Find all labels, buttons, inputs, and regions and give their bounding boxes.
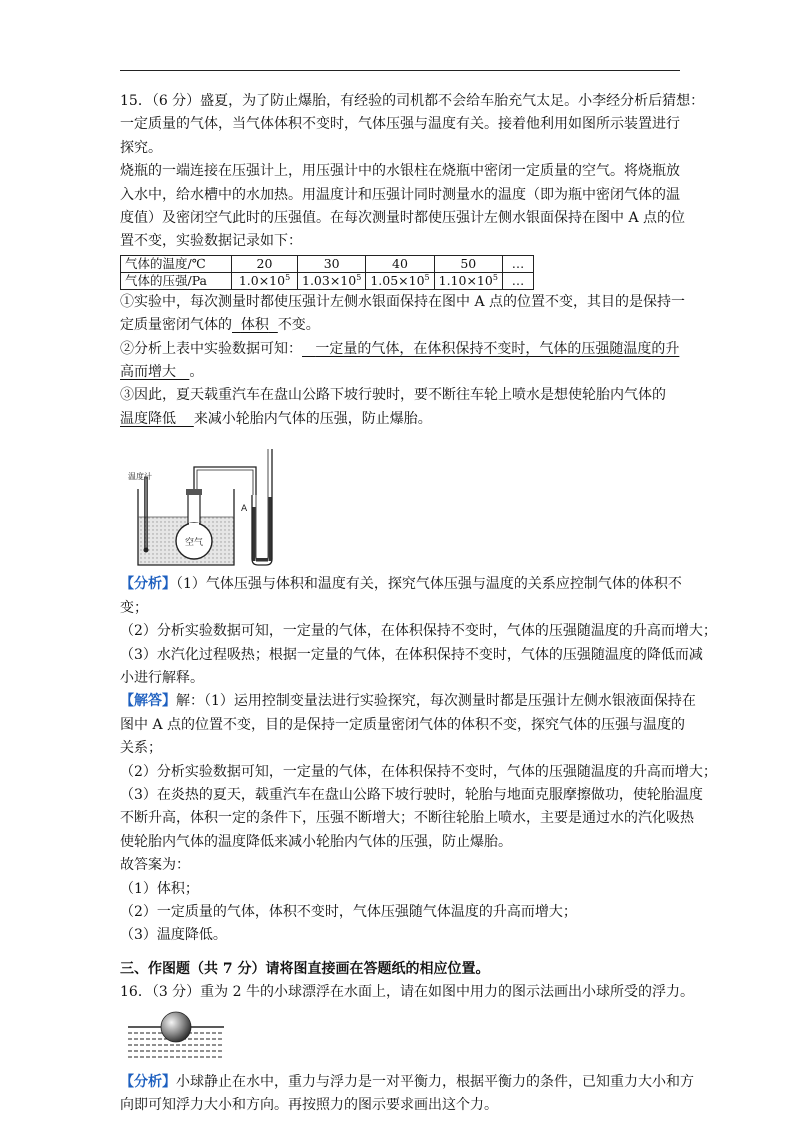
q15-solution-line-2: 图中 A 点的位置不变，目的是保持一定质量密闭气体的体积不变，探究气体的压强与温度的 (120, 716, 686, 733)
cell-exponent: 5 (356, 272, 362, 282)
q15-sub2-answer-b: 高而增大 (120, 364, 176, 381)
connecting-tube (194, 467, 256, 495)
table-row (121, 255, 534, 272)
cell-mantissa: 1.03×10 (302, 272, 357, 288)
point-a-label: A (241, 504, 248, 515)
q15-solution-line-3: 关系； (120, 740, 162, 757)
q15-line-5: 入水中，给水槽中的水加热。用温度计和压强计同时测量水的温度（即为瓶中密闭气体的温 (120, 186, 680, 203)
q15-line-6: 度值）及密闭空气此时的压强值。在每次测量时都使压强计左侧水银面保持在图中 A 点的位 (120, 210, 686, 227)
q15-line-1: 15．（6 分）盛夏，为了防止爆胎，有经验的司机都不会给车胎充气太足。小李经分析后猜想： (120, 93, 705, 109)
q15-analysis-line-5: 小进行解释。 (120, 669, 204, 686)
q16-stem: 16．（3 分）重为 2 牛的小球漂浮在水面上，请在如图中用力的图示法画出小球所受的浮力。 (120, 984, 694, 1001)
table-header-temperature: 气体的温度/℃ (121, 255, 232, 272)
mercury-bottom (256, 558, 268, 562)
q15-solution-line-10: （2）一定质量的气体，体积不变时，气体压强随气体温度的升高而增大； (120, 903, 577, 920)
cell-mantissa: 1.05×10 (370, 272, 425, 288)
solution-tag: 【解答】 (120, 693, 176, 710)
analysis-tag: 【分析】 (120, 576, 176, 593)
q15-line-7: 置不变，实验数据记录如下： (120, 233, 302, 250)
q15-analysis-line-3: （2）分析实验数据可知，一定量的气体，在体积保持不变时，气体的压强随温度的升高而增大； (120, 623, 717, 640)
table-cell: 50 (434, 255, 502, 272)
table-cell (434, 272, 502, 289)
cell-exponent: 5 (285, 272, 291, 282)
flask-joint (189, 523, 199, 529)
q15-line-2: 一定质量的气体，当气体体积不变时，气体压强与温度有关。接着他利用如图所示装置进行 (120, 116, 680, 133)
q15-solution-line-8: 故答案为： (120, 857, 190, 874)
table-row (121, 272, 534, 289)
floating-ball (161, 1012, 191, 1042)
q15-sub2-suffix: 。 (189, 364, 204, 381)
analysis-text: （1）气体压强与体积和温度有关，探究气体压强与温度的关系应控制气体的体积不 (176, 576, 682, 593)
connecting-tube-inner (197, 470, 253, 495)
q16-analysis-line-1 (120, 1071, 694, 1094)
answer-blank (120, 364, 189, 380)
q15-analysis-line-1 (120, 573, 682, 596)
q15-solution-line-5: （3）在炎热的夏天，载重汽车在盘山公路下坡行驶时，轮胎与地面克服摩擦做功，使轮胎温度 (120, 786, 703, 803)
answer-blank (232, 317, 278, 333)
q15-sub3-line-2 (120, 408, 682, 431)
q16-analysis-line-2: 向即可知浮力大小和方向。再按照力的图示要求画出这个力。 (120, 1097, 498, 1113)
table-cell: … (502, 255, 533, 272)
thermometer-bulb (144, 548, 149, 553)
q15-sub2-prefix: ②分析上表中实验数据可知： (120, 340, 302, 357)
q15-solution-line-4: （2）分析实验数据可知，一定量的气体，在体积保持不变时，气体的压强随温度的升高而增大； (120, 763, 717, 780)
header-rule (120, 70, 680, 71)
analysis-text: 小球静止在水中，重力与浮力是一对平衡力，根据平衡力的条件，已知重力大小和方 (176, 1073, 694, 1090)
q15-analysis-line-2: 变； (120, 599, 148, 616)
q15-sub1-answer: 体积 (240, 317, 269, 334)
data-table (120, 255, 534, 290)
cell-mantissa: 1.0×10 (238, 272, 286, 288)
flask-stopper (186, 489, 202, 495)
table-cell: 30 (298, 255, 366, 272)
q15-sub3-answer: 温度降低 (120, 410, 176, 427)
answer-blank (302, 341, 679, 357)
q15-sub1-line-2 (120, 314, 682, 337)
u-tube-inner (256, 449, 268, 561)
mercury-right (269, 497, 272, 561)
q15-sub2-line-1 (120, 338, 682, 361)
q15-analysis-line-4: （3）水汽化过程吸热；根据一定量的气体，在体积保持不变时，气体的压强随温度的降低而减 (120, 646, 703, 663)
document-page (120, 90, 717, 1117)
table-cell: 20 (232, 255, 298, 272)
flask-neck (188, 493, 200, 525)
table-cell: … (502, 272, 533, 289)
q15-solution-line-1 (120, 690, 696, 713)
q15-line-3: 探究。 (120, 139, 162, 156)
mercury-left (253, 507, 256, 561)
q15-sub2-answer-a: 一定量的气体，在体积保持不变时，气体的压强随温度的升 (315, 340, 680, 357)
floating-ball-figure (126, 1009, 226, 1067)
table-cell (366, 272, 434, 289)
table-cell: 40 (366, 255, 434, 272)
thermometer-label: 温度计 (128, 472, 152, 482)
q15-solution-line-11: （3）温度降低。 (120, 927, 227, 944)
table-header-pressure: 气体的压强/Pa (121, 272, 232, 289)
solution-text: 解：（1）运用控制变量法进行实验探究，每次测量时都是压强计左侧水银液面保持在 (176, 693, 696, 710)
table-cell (232, 272, 298, 289)
q15-sub3-suffix: 来减小轮胎内气体的压强，防止爆胎。 (193, 410, 432, 427)
q15-line-4: 烧瓶的一端连接在压强计上，用压强计中的水银柱在烧瓶中密闭一定质量的空气。将烧瓶放 (120, 163, 680, 180)
cell-mantissa: 1.10×10 (438, 272, 493, 288)
q15-sub1-line-1: ①实验中，每次测量时都使压强计左侧水银面保持在图中 A 点的位置不变，其目的是保持一 (120, 293, 686, 310)
section-title: 三、作图题（共 7 分）请将图直接画在答题纸的相应位置。 (120, 960, 490, 977)
q15-solution-line-7: 使轮胎内气体的温度降低来减小轮胎内气体的压强，防止爆胎。 (120, 833, 512, 850)
q15-sub2-line-2 (120, 361, 682, 384)
q15-solution-line-9: （1）体积； (120, 880, 199, 897)
table-cell (298, 272, 366, 289)
cell-exponent: 5 (424, 272, 430, 282)
apparatus-figure (128, 437, 278, 569)
q15-sub3-line-1: ③因此，夏天载重汽车在盘山公路下坡行驶时，要不断往车轮上喷水是想使轮胎内气体的 (120, 387, 666, 404)
flask-label: 空气 (184, 538, 204, 549)
q15-sub1-suffix: 不变。 (277, 317, 320, 334)
analysis-tag: 【分析】 (120, 1073, 176, 1090)
answer-blank (120, 411, 194, 427)
cell-exponent: 5 (492, 272, 498, 282)
q15-solution-line-6: 不断升高，体积一定的条件下，压强不断增大；不断往轮胎上喷水，主要是通过水的汽化吸热 (120, 810, 694, 827)
q15-sub1-prefix: 定质量密闭气体的 (120, 317, 232, 334)
